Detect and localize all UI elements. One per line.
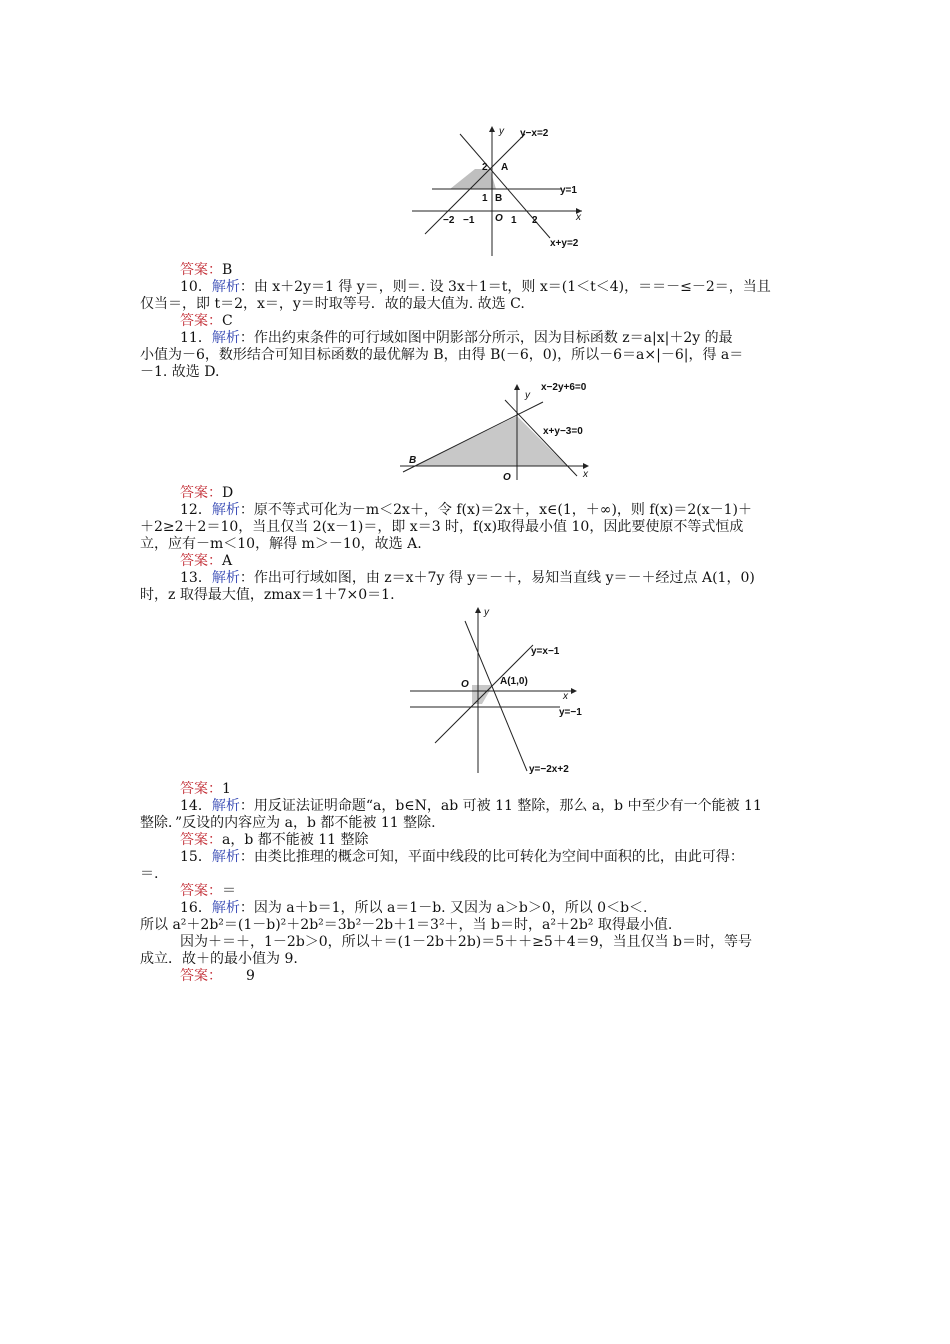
solution-line bbox=[180, 849, 860, 866]
solution-text: ：作出约束条件的可行域如图中阴影部分所示，因为目标函数 z＝a|x|＋2y 的最 bbox=[239, 330, 733, 346]
question-number: 14． bbox=[180, 798, 212, 814]
solution-line bbox=[140, 347, 820, 364]
line-y-minus-x-eq-2 bbox=[425, 134, 525, 234]
answer-row bbox=[180, 781, 860, 798]
answer-value: B bbox=[222, 262, 233, 278]
analysis-keyword: 解析 bbox=[211, 502, 240, 518]
x-axis-arrow bbox=[571, 688, 577, 694]
origin-label: O bbox=[495, 213, 503, 224]
solution-line bbox=[180, 934, 860, 951]
answer-label: 答案： bbox=[180, 968, 222, 984]
question-number: 15． bbox=[180, 849, 212, 865]
question-number: 12． bbox=[180, 502, 212, 518]
answer-value: 9 bbox=[246, 968, 255, 984]
answer-label: 答案： bbox=[180, 485, 222, 501]
x-axis-label: x bbox=[563, 691, 568, 702]
y-axis-label: y bbox=[525, 390, 530, 401]
answer-value: C bbox=[222, 313, 233, 329]
solution-line bbox=[180, 279, 860, 296]
solution-text: 成立．故＋的最小值为 9. bbox=[140, 951, 298, 967]
solution-line bbox=[140, 364, 820, 381]
tick-label-x-neg1: −1 bbox=[463, 215, 475, 226]
tick-label-x-neg2: −2 bbox=[443, 215, 455, 226]
analysis-keyword: 解析 bbox=[211, 900, 240, 916]
figure-svg-3 bbox=[405, 603, 595, 775]
answer-label: 答案： bbox=[180, 883, 222, 899]
tick-label-y-1: 1 bbox=[482, 193, 488, 204]
analysis-keyword: 解析 bbox=[211, 570, 240, 586]
answer-value: ＝ bbox=[222, 883, 236, 899]
question-number: 11． bbox=[180, 330, 212, 346]
y-axis-arrow bbox=[514, 384, 520, 390]
solution-line bbox=[140, 815, 820, 832]
question-number: 10． bbox=[180, 279, 212, 295]
line-y-eq-x-minus-1 bbox=[435, 645, 533, 743]
answer-value: A bbox=[222, 553, 233, 569]
solution-text: ＋2≥2＋2＝10，当且仅当 2(x－1)＝，即 x＝3 时，f(x)取得最小值 10，因此要使原不等式恒成 bbox=[140, 519, 744, 535]
point-label-a: A bbox=[501, 162, 509, 173]
y-axis-arrow bbox=[475, 607, 481, 613]
x-axis-label: x bbox=[576, 212, 581, 223]
solution-text: ：原不等式可化为－m＜2x＋，令 f(x)＝2x＋，x∈(1，＋∞)，则 f(x)＝2(x－1)＋ bbox=[239, 502, 752, 518]
label-x-minus-2y-plus-6: x−2y+6=0 bbox=[541, 382, 587, 393]
answer-row bbox=[180, 883, 860, 900]
analysis-keyword: 解析 bbox=[211, 279, 240, 295]
solution-text: 立，应有－m＜10，解得 m＞－10，故选 A. bbox=[140, 536, 422, 552]
solution-text: －1. 故选 D. bbox=[140, 364, 220, 380]
answer-label: 答案： bbox=[180, 832, 222, 848]
point-label-a: A(1,0) bbox=[500, 676, 528, 687]
label-y-eq-minus-1: y=−1 bbox=[559, 707, 582, 718]
answer-label: 答案： bbox=[180, 553, 222, 569]
answer-value: a，b 都不能被 11 整除 bbox=[222, 832, 369, 848]
solution-line bbox=[140, 917, 820, 934]
tick-label-x-2: 2 bbox=[532, 215, 538, 226]
y-axis-label: y bbox=[499, 126, 504, 137]
point-label-b: B bbox=[495, 193, 503, 204]
label-y-minus-x-eq-2: y−x=2 bbox=[520, 128, 549, 139]
answer-row bbox=[180, 262, 860, 279]
solution-text: ：因为 a＋b＝1，所以 a＝1－b. 又因为 a＞b＞0，所以 0＜b＜. bbox=[239, 900, 648, 916]
solution-line bbox=[180, 570, 860, 587]
figure-svg-2 bbox=[395, 380, 605, 484]
analysis-keyword: 解析 bbox=[211, 330, 240, 346]
solution-text: ＝. bbox=[140, 866, 159, 882]
solution-text: 所以 a²＋2b²＝(1－b)²＋2b²＝3b²－2b＋1＝3²＋，当 b＝时，a²＋2b² 取得最小值. bbox=[140, 917, 673, 933]
solution-line bbox=[140, 296, 820, 313]
answer-label: 答案： bbox=[180, 313, 222, 329]
solution-line bbox=[180, 798, 860, 815]
solution-text: 整除．”反设的内容应为 a，b 都不能被 11 整除. bbox=[140, 815, 436, 831]
y-axis-label: y bbox=[484, 607, 489, 618]
solution-line bbox=[140, 536, 820, 553]
question-number: 13． bbox=[180, 570, 212, 586]
solution-text: ：由 x＋2y＝1 得 y＝，则＝. 设 3x＋1＝t，则 x＝(1＜t＜4)，＝＝－≤－2＝，当且 bbox=[239, 279, 771, 295]
solution-line bbox=[140, 866, 820, 883]
answer-row bbox=[180, 968, 860, 985]
solution-line bbox=[180, 502, 860, 519]
origin-label: O bbox=[503, 472, 511, 483]
analysis-keyword: 解析 bbox=[211, 849, 240, 865]
tick-label-y-2: 2 bbox=[482, 162, 488, 173]
label-y-eq-x-minus-1: y=x−1 bbox=[531, 646, 560, 657]
solution-text: 时，z 取得最大值，zmax＝1＋7×0＝1. bbox=[140, 587, 395, 603]
x-axis-label: x bbox=[583, 469, 588, 480]
solution-line bbox=[180, 900, 860, 917]
figure-region-1 bbox=[410, 122, 590, 260]
solution-text: 小值为－6，数形结合可知目标函数的最优解为 B，由得 B(－6，0)，所以－6＝a×|－6|，得 a＝ bbox=[140, 347, 744, 363]
solution-text: ：作出可行域如图，由 z＝x＋7y 得 y＝－＋，易知当直线 y＝－＋经过点 A(1，0) bbox=[239, 570, 755, 586]
figure-svg-1 bbox=[410, 122, 590, 260]
tick-label-x-1: 1 bbox=[511, 215, 517, 226]
solution-text: ：用反证法证明命题“a，b∈N，ab 可被 11 整除，那么 a，b 中至少有一个能被 11 bbox=[239, 798, 762, 814]
feasible-region bbox=[517, 416, 567, 466]
label-x-plus-y-minus-3: x+y−3=0 bbox=[543, 426, 583, 437]
answer-label: 答案： bbox=[180, 781, 222, 797]
question-number: 16． bbox=[180, 900, 212, 916]
solution-line bbox=[180, 330, 860, 347]
label-y-eq-minus-2x-plus-2: y=−2x+2 bbox=[529, 764, 569, 775]
analysis-keyword: 解析 bbox=[211, 798, 240, 814]
answer-row bbox=[180, 313, 860, 330]
solution-line bbox=[140, 587, 820, 604]
solution-line bbox=[140, 519, 820, 536]
solution-text: 因为＋＝＋，1－2b＞0，所以＋＝(1－2b＋2b)＝5＋＋≥5＋4＝9，当且仅当 b＝时，等号 bbox=[180, 934, 753, 950]
answer-row bbox=[180, 553, 860, 570]
solution-line bbox=[140, 951, 820, 968]
answer-row bbox=[180, 485, 860, 502]
figure-region-3 bbox=[405, 603, 595, 775]
label-x-plus-y-eq-2: x+y=2 bbox=[550, 238, 579, 249]
y-axis-arrow bbox=[489, 126, 495, 132]
answer-label: 答案： bbox=[180, 262, 222, 278]
answer-value: D bbox=[222, 485, 234, 501]
answer-row bbox=[180, 832, 860, 849]
answer-value: 1 bbox=[222, 781, 231, 797]
origin-label: O bbox=[461, 679, 469, 690]
label-y-eq-1: y=1 bbox=[560, 185, 577, 196]
solution-text: 仅当＝，即 t＝2，x＝，y＝时取等号．故的最大值为. 故选 C. bbox=[140, 296, 525, 312]
figure-region-2 bbox=[395, 380, 605, 484]
solution-text: ：由类比推理的概念可知，平面中线段的比可转化为空间中面积的比，由此可得： bbox=[239, 849, 744, 865]
point-label-b: B bbox=[409, 455, 417, 466]
